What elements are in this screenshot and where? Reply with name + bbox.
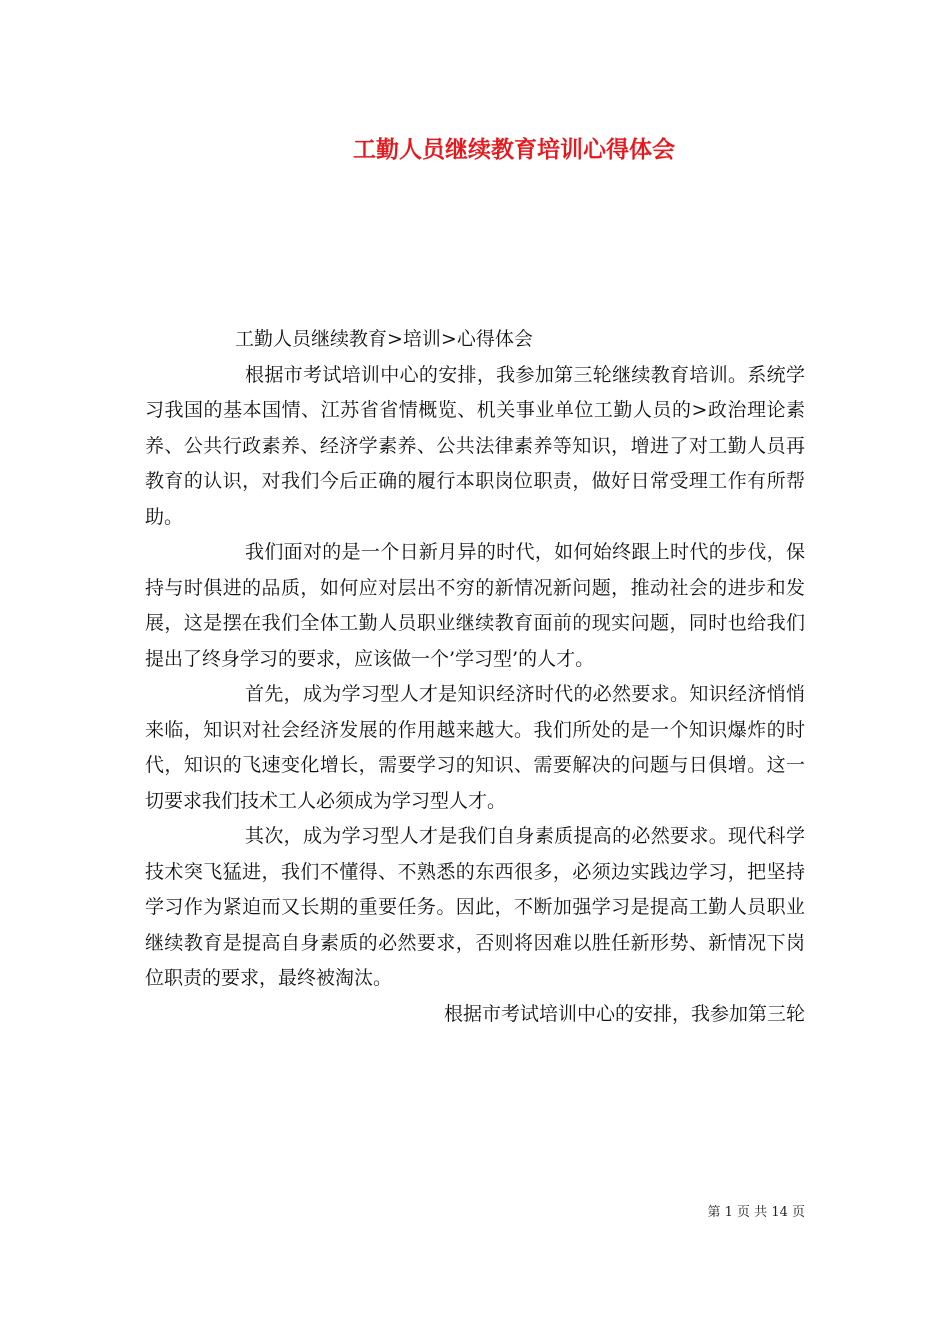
document-subheading: 工勤人员继续教育>培训>心得体会 xyxy=(235,328,533,350)
paragraph-4: 其次，成为学习型人才是我们自身素质提高的必然要求。现代科学技术突飞猛进，我们不懂得、不熟悉的东西很多，必须边实践边学习，把坚持学习作为紧迫而又长期的重要任务。因此，不断加强学习是提高工勤人员职业继续教育是提高自身素质的必然要求，否则将因难以胜任新形势、新情况下岗位职责的要求，最终被淘汰。 xyxy=(145,825,805,989)
paragraph-3: 首先，成为学习型人才是知识经济时代的必然要求。知识经济悄悄来临，知识对社会经济发展的作用越来越大。我们所处的是一个知识爆炸的时代，知识的飞速变化增长，需要学习的知识、需要解决的问题与日俱增。这一切要求我们技术工人必须成为学习型人才。 xyxy=(145,683,805,812)
continuation-line: 根据市考试培训中心的安排，我参加第三轮 xyxy=(443,1002,805,1025)
page-number-footer: 第 1 页 共 14 页 xyxy=(707,1205,805,1220)
document-body xyxy=(145,322,805,1032)
document-title: 工勤人员继续教育培训心得体会 xyxy=(353,136,675,163)
paragraph-2: 我们面对的是一个日新月异的时代，如何始终跟上时代的步伐，保持与时俱进的品质，如何应对层出不穷的新情况新问题，推动社会的进步和发展，这是摆在我们全体工勤人员职业继续教育面前的现实问题，同时也给我们提出了终身学习的要求，应该做一个’学习型’的人才。 xyxy=(145,541,805,670)
paragraph-1: 根据市考试培训中心的安排，我参加第三轮继续教育培训。系统学习我国的基本国情、江苏省省情概览、机关事业单位工勤人员的>政治理论素养、公共行政素养、经济学素养、公共法律素养等知识，增进了对工勤人员再教育的认识，对我们今后正确的履行本职岗位职责，做好日常受理工作有所帮助。 xyxy=(145,363,805,528)
